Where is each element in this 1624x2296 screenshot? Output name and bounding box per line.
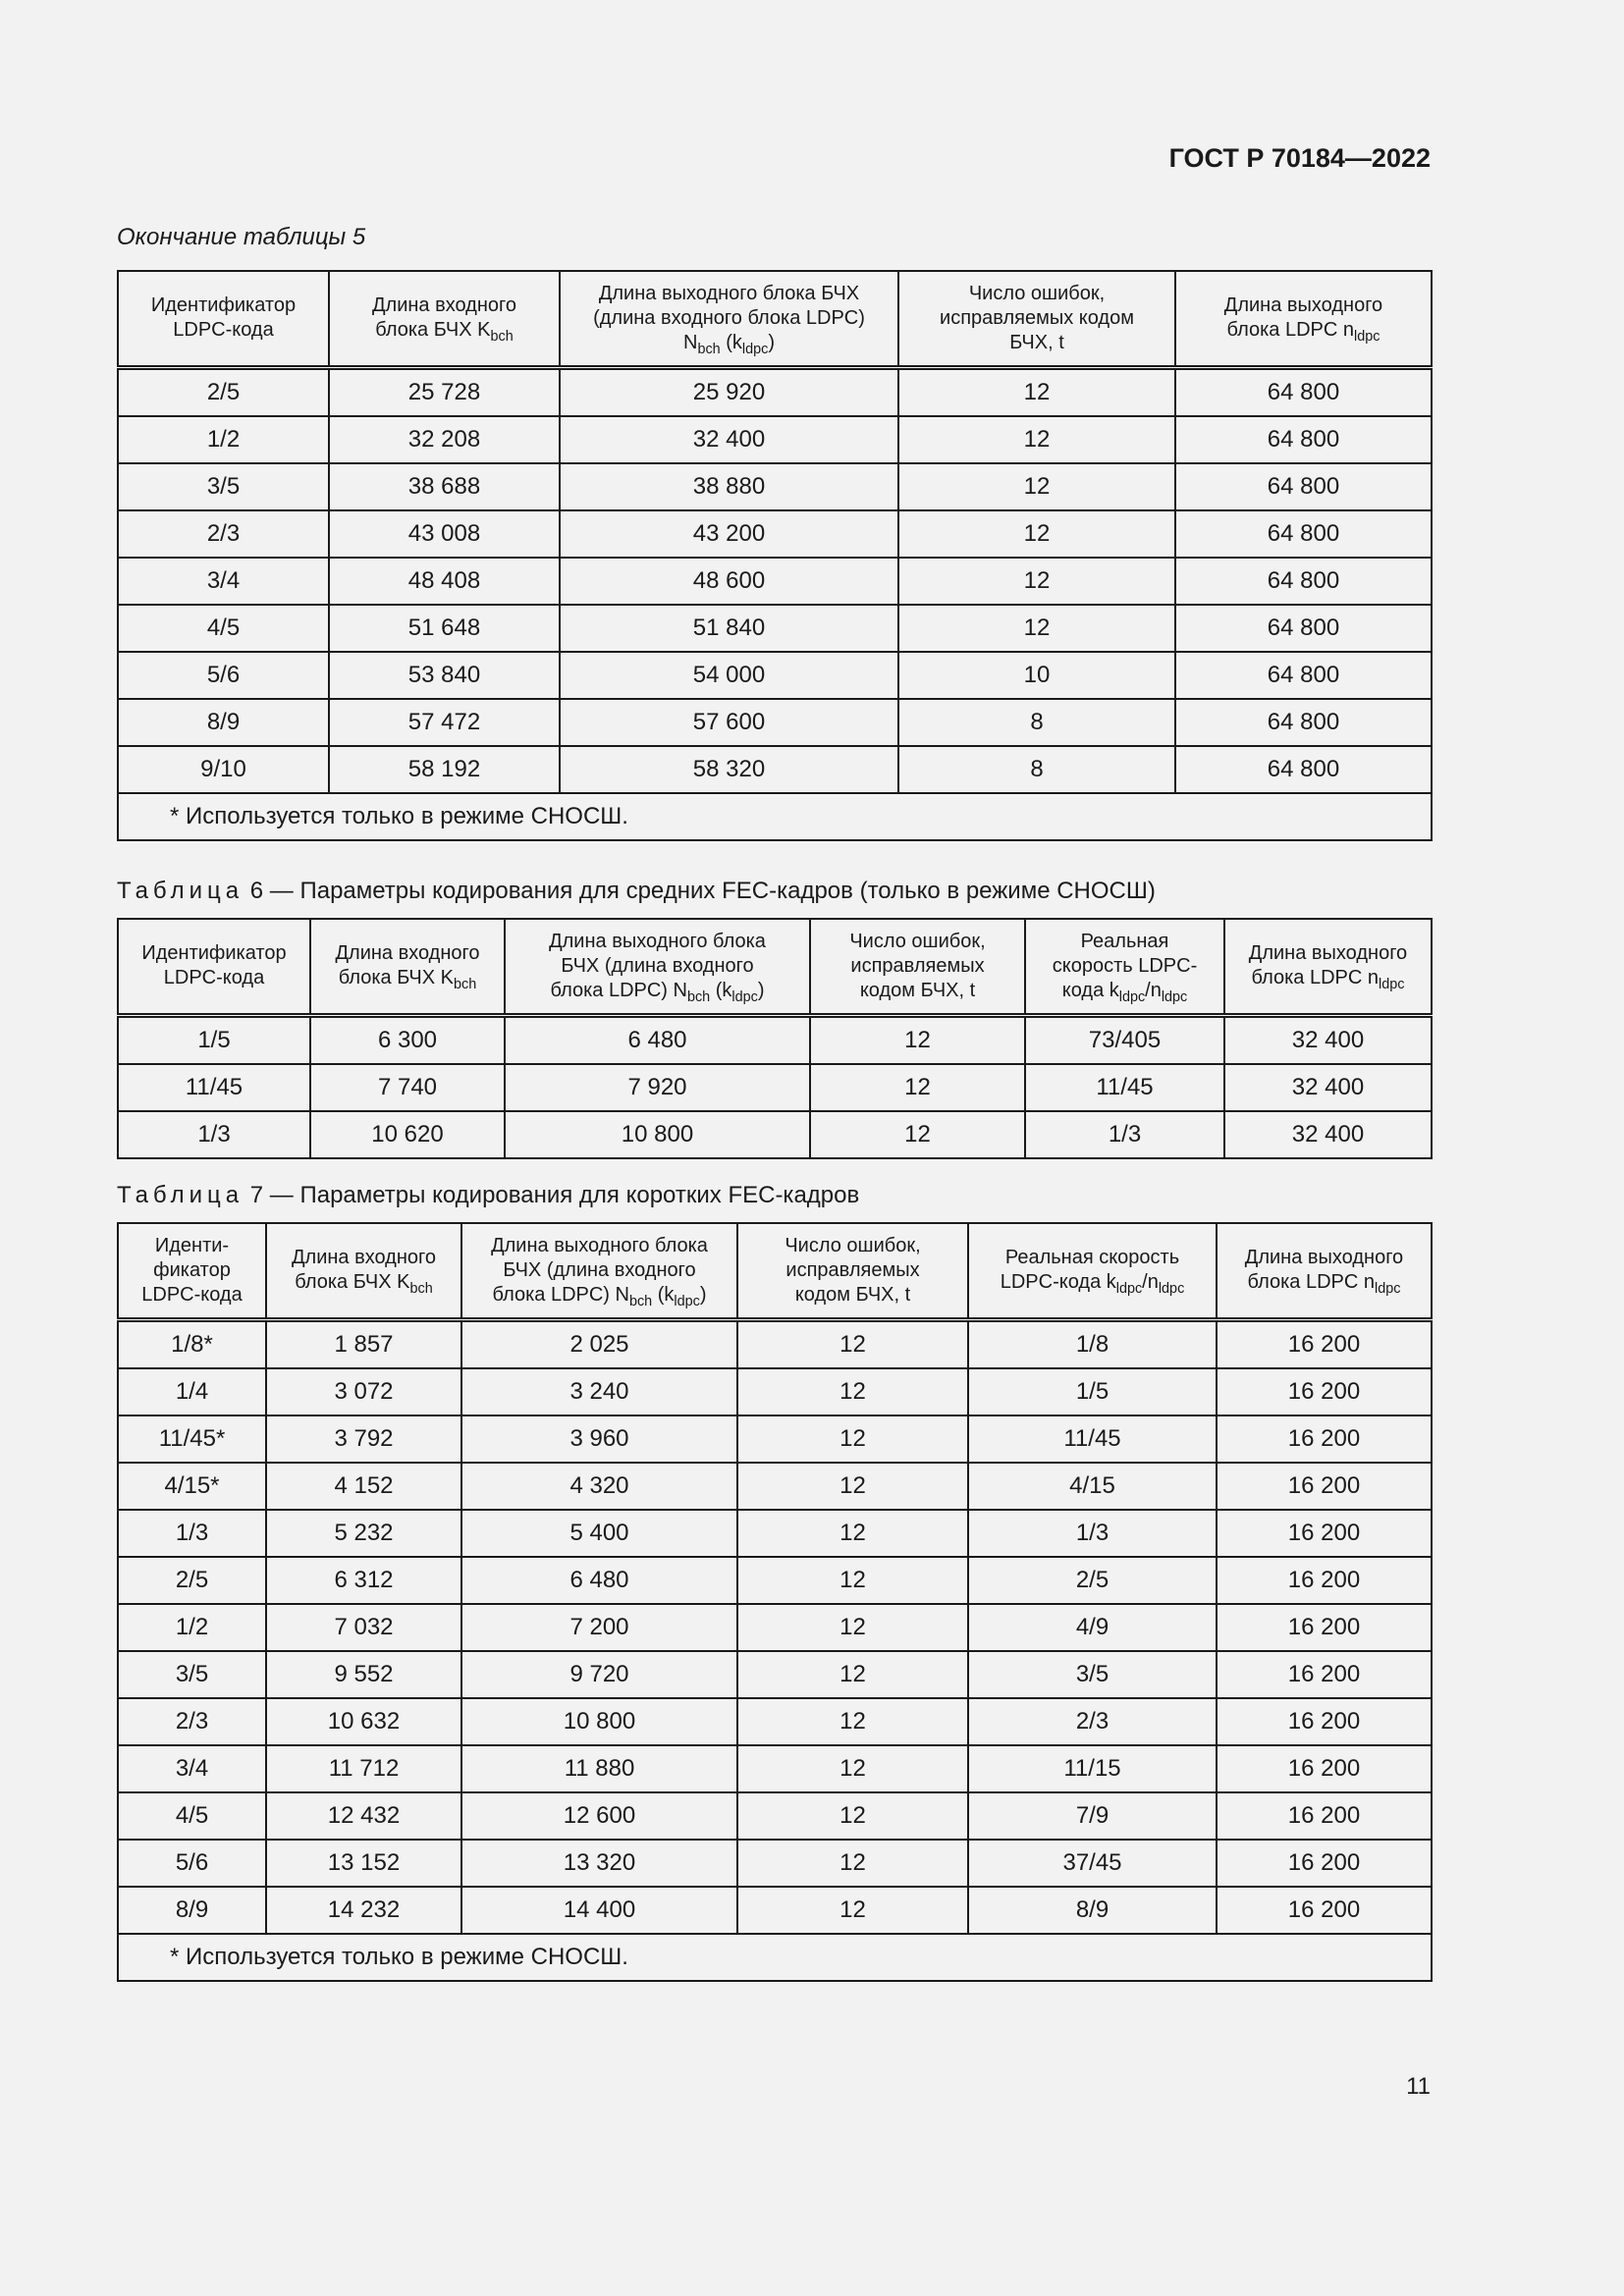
table-row	[118, 1745, 1432, 1792]
table-cell: 9 720	[461, 1651, 737, 1698]
table-cell: 12	[898, 463, 1175, 510]
table-cell: 11/15	[968, 1745, 1217, 1792]
table-cell: 1 857	[266, 1319, 461, 1368]
table-cell: 16 200	[1217, 1651, 1432, 1698]
table-cell: 6 300	[310, 1015, 505, 1064]
table-cell: 16 200	[1217, 1368, 1432, 1415]
table-cell: 3/5	[968, 1651, 1217, 1698]
table-cell: 25 920	[560, 367, 898, 416]
table-cell: 12	[810, 1064, 1025, 1111]
table7	[117, 1222, 1433, 1982]
table-cell: 4 320	[461, 1463, 737, 1510]
table-cell: 32 208	[329, 416, 560, 463]
table-row	[118, 699, 1432, 746]
table-cell: 38 880	[560, 463, 898, 510]
table5-header-errors: Число ошибок, исправляемых кодом БЧХ, t	[898, 271, 1175, 367]
table-cell: 12	[737, 1510, 968, 1557]
table-cell: 3/5	[118, 463, 329, 510]
table-row	[118, 367, 1432, 416]
table6-header-kbch: Длина входного блока БЧХ $K_{bch}$	[310, 919, 505, 1015]
table-cell: 6 480	[461, 1557, 737, 1604]
table-cell: 4/15*	[118, 1463, 266, 1510]
table-row	[118, 1840, 1432, 1887]
table-cell: 8	[898, 699, 1175, 746]
table-cell: 12	[737, 1698, 968, 1745]
table-cell: 10	[898, 652, 1175, 699]
table-cell: 2/5	[118, 367, 329, 416]
table-cell: 64 800	[1175, 605, 1432, 652]
table-cell: 16 200	[1217, 1604, 1432, 1651]
table-cell: 7 740	[310, 1064, 505, 1111]
table-cell: 3/5	[118, 1651, 266, 1698]
table6-header-errors: Число ошибок, исправляемых кодом БЧХ, t	[810, 919, 1025, 1015]
table-cell: 16 200	[1217, 1792, 1432, 1840]
table-cell: 10 620	[310, 1111, 505, 1158]
table-cell: 32 400	[1224, 1111, 1432, 1158]
table-cell: 16 200	[1217, 1415, 1432, 1463]
table-cell: 12	[898, 558, 1175, 605]
table5-header-nbch: Длина выходного блока БЧХ (длина входного блока LDPC) $N_{bch}$ $(k_{ldpc})$	[560, 271, 898, 367]
table-cell: 1/3	[968, 1510, 1217, 1557]
table-cell: 37/45	[968, 1840, 1217, 1887]
table-cell: 12	[737, 1557, 968, 1604]
table-cell: 1/5	[118, 1015, 310, 1064]
table-row	[118, 558, 1432, 605]
table-cell: 2/3	[118, 1698, 266, 1745]
table-row	[118, 510, 1432, 558]
table5-header-kbch: Длина входного блока БЧХ $K_{bch}$	[329, 271, 560, 367]
table-cell: 5 400	[461, 1510, 737, 1557]
table-cell: 1/2	[118, 1604, 266, 1651]
table7-caption: Таблица 7 — Параметры кодирования для коротких FEC-кадров	[117, 1182, 860, 1208]
table-cell: 12	[737, 1319, 968, 1368]
table7-header-nldpc: Длина выходного блока LDPC $n_{ldpc}$	[1217, 1223, 1432, 1319]
table-row	[118, 1510, 1432, 1557]
table5-header-id: Идентификатор LDPC-кода	[118, 271, 329, 367]
table-cell: 16 200	[1217, 1840, 1432, 1887]
table6-header-nbch: Длина выходного блока БЧХ (длина входного блока LDPC) $N_{bch}$ $(k_{ldpc})$	[505, 919, 810, 1015]
table-cell: 12	[737, 1463, 968, 1510]
table-cell: 1/5	[968, 1368, 1217, 1415]
table-cell: 1/2	[118, 416, 329, 463]
table-cell: 13 320	[461, 1840, 737, 1887]
table-cell: 6 312	[266, 1557, 461, 1604]
table-cell: 12	[810, 1111, 1025, 1158]
table-cell: 11/45	[968, 1415, 1217, 1463]
table-cell: 8	[898, 746, 1175, 793]
table-cell: 3 072	[266, 1368, 461, 1415]
table-cell: 11/45	[1025, 1064, 1224, 1111]
table-cell: 16 200	[1217, 1510, 1432, 1557]
table-cell: 12	[737, 1840, 968, 1887]
table-cell: 73/405	[1025, 1015, 1224, 1064]
table-cell: 14 400	[461, 1887, 737, 1934]
table-cell: 10 800	[461, 1698, 737, 1745]
table5-caption: Окончание таблицы 5	[117, 224, 366, 250]
table-cell: 12	[737, 1887, 968, 1934]
table-cell: 53 840	[329, 652, 560, 699]
table-cell: 8/9	[118, 1887, 266, 1934]
table-cell: 12 432	[266, 1792, 461, 1840]
table-cell: 4/5	[118, 1792, 266, 1840]
table-cell: 3 960	[461, 1415, 737, 1463]
table-row	[118, 1415, 1432, 1463]
table-cell: 9 552	[266, 1651, 461, 1698]
table-cell: 12	[737, 1792, 968, 1840]
table-cell: 48 600	[560, 558, 898, 605]
standard-designation: ГОСТ Р 70184—2022	[1168, 143, 1431, 173]
table6-header-id: Идентификатор LDPC-кода	[118, 919, 310, 1015]
table-cell: 2/5	[118, 1557, 266, 1604]
table-cell: 2/3	[968, 1698, 1217, 1745]
table-cell: 64 800	[1175, 463, 1432, 510]
table6-header-rate: Реальная скорость LDPC- кода $k_{ldpc}/n_{ldpc}$	[1025, 919, 1224, 1015]
table-cell: 51 648	[329, 605, 560, 652]
table-cell: 12	[898, 605, 1175, 652]
table-row	[118, 463, 1432, 510]
table-cell: 7/9	[968, 1792, 1217, 1840]
table-cell: 14 232	[266, 1887, 461, 1934]
table-row	[118, 1604, 1432, 1651]
table-row	[118, 1557, 1432, 1604]
table-row	[118, 1651, 1432, 1698]
table-cell: 57 600	[560, 699, 898, 746]
table-cell: 6 480	[505, 1015, 810, 1064]
table-cell: 32 400	[560, 416, 898, 463]
table-cell: 7 032	[266, 1604, 461, 1651]
table-cell: 10 800	[505, 1111, 810, 1158]
table-cell: 4/9	[968, 1604, 1217, 1651]
table-cell: 54 000	[560, 652, 898, 699]
table-cell: 43 200	[560, 510, 898, 558]
table-cell: 1/8	[968, 1319, 1217, 1368]
table-cell: 12 600	[461, 1792, 737, 1840]
table6-caption: Таблица 6 — Параметры кодирования для средних FEC-кадров (только в режиме СНОСШ)	[117, 878, 1156, 904]
table5-note: * Используется только в режиме СНОСШ.	[118, 793, 1432, 840]
table-cell: 58 192	[329, 746, 560, 793]
table-cell: 4/15	[968, 1463, 1217, 1510]
table-row	[118, 1015, 1432, 1064]
table-cell: 51 840	[560, 605, 898, 652]
table-cell: 3/4	[118, 558, 329, 605]
table-cell: 12	[737, 1745, 968, 1792]
table-cell: 1/8*	[118, 1319, 266, 1368]
table-cell: 12	[737, 1604, 968, 1651]
table-cell: 16 200	[1217, 1887, 1432, 1934]
table-row	[118, 1111, 1432, 1158]
table-cell: 16 200	[1217, 1745, 1432, 1792]
table-cell: 38 688	[329, 463, 560, 510]
table-cell: 11/45*	[118, 1415, 266, 1463]
page-number: 11	[1406, 2073, 1431, 2100]
table-cell: 1/3	[118, 1111, 310, 1158]
table5-header-nldpc: Длина выходного блока LDPC $n_{ldpc}$	[1175, 271, 1432, 367]
table-cell: 9/10	[118, 746, 329, 793]
table-cell: 8/9	[118, 699, 329, 746]
table7-header-errors: Число ошибок, исправляемых кодом БЧХ, t	[737, 1223, 968, 1319]
table-cell: 16 200	[1217, 1557, 1432, 1604]
table-cell: 11/45	[118, 1064, 310, 1111]
table-cell: 12	[898, 510, 1175, 558]
table-cell: 3/4	[118, 1745, 266, 1792]
table-cell: 13 152	[266, 1840, 461, 1887]
table-cell: 3 792	[266, 1415, 461, 1463]
table-row	[118, 1319, 1432, 1368]
table7-header-rate: Реальная скорость LDPC-кода $k_{ldpc}/n_{ldpc}$	[968, 1223, 1217, 1319]
table-cell: 64 800	[1175, 367, 1432, 416]
table-cell: 11 880	[461, 1745, 737, 1792]
table-cell: 2/5	[968, 1557, 1217, 1604]
table6-header-nldpc: Длина выходного блока LDPC $n_{ldpc}$	[1224, 919, 1432, 1015]
table-row	[118, 1463, 1432, 1510]
table5	[117, 270, 1433, 841]
table-cell: 7 920	[505, 1064, 810, 1111]
table-row	[118, 1064, 1432, 1111]
table-row	[118, 1792, 1432, 1840]
table-cell: 64 800	[1175, 510, 1432, 558]
table-cell: 5 232	[266, 1510, 461, 1557]
table-row	[118, 1887, 1432, 1934]
table-cell: 1/3	[118, 1510, 266, 1557]
table-cell: 5/6	[118, 1840, 266, 1887]
table-cell: 12	[898, 367, 1175, 416]
table-row	[118, 1368, 1432, 1415]
table-cell: 16 200	[1217, 1319, 1432, 1368]
table-cell: 10 632	[266, 1698, 461, 1745]
table-row	[118, 652, 1432, 699]
table-cell: 1/4	[118, 1368, 266, 1415]
table-cell: 32 400	[1224, 1064, 1432, 1111]
table-row	[118, 605, 1432, 652]
table-cell: 16 200	[1217, 1463, 1432, 1510]
table-cell: 7 200	[461, 1604, 737, 1651]
table-cell: 2 025	[461, 1319, 737, 1368]
table-cell: 58 320	[560, 746, 898, 793]
table-row	[118, 416, 1432, 463]
table-cell: 3 240	[461, 1368, 737, 1415]
table-cell: 12	[810, 1015, 1025, 1064]
table-cell: 4/5	[118, 605, 329, 652]
table7-note: * Используется только в режиме СНОСШ.	[118, 1934, 1432, 1981]
table7-header-kbch: Длина входного блока БЧХ $K_{bch}$	[266, 1223, 461, 1319]
table-cell: 48 408	[329, 558, 560, 605]
table-cell: 32 400	[1224, 1015, 1432, 1064]
table-cell: 1/3	[1025, 1111, 1224, 1158]
table-cell: 64 800	[1175, 416, 1432, 463]
table-cell: 2/3	[118, 510, 329, 558]
table-cell: 64 800	[1175, 652, 1432, 699]
table-row	[118, 1698, 1432, 1745]
table-cell: 5/6	[118, 652, 329, 699]
table-cell: 57 472	[329, 699, 560, 746]
table-cell: 4 152	[266, 1463, 461, 1510]
table-cell: 64 800	[1175, 558, 1432, 605]
table6	[117, 918, 1433, 1159]
table-cell: 43 008	[329, 510, 560, 558]
table-cell: 12	[737, 1651, 968, 1698]
table-cell: 8/9	[968, 1887, 1217, 1934]
table-cell: 64 800	[1175, 699, 1432, 746]
table7-header-id: Иденти- фикатор LDPC-кода	[118, 1223, 266, 1319]
table-cell: 64 800	[1175, 746, 1432, 793]
table-cell: 12	[737, 1368, 968, 1415]
table7-header-nbch: Длина выходного блока БЧХ (длина входного блока LDPC) $N_{bch}$ $(k_{ldpc})$	[461, 1223, 737, 1319]
table-cell: 12	[737, 1415, 968, 1463]
table-cell: 25 728	[329, 367, 560, 416]
table-row	[118, 746, 1432, 793]
table-cell: 11 712	[266, 1745, 461, 1792]
table-cell: 12	[898, 416, 1175, 463]
table-cell: 16 200	[1217, 1698, 1432, 1745]
